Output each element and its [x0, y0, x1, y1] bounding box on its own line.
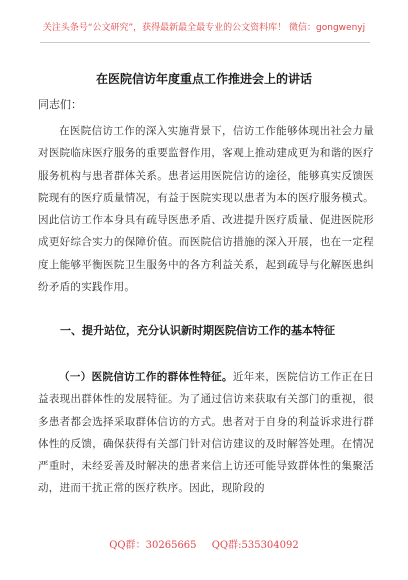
header-divider — [40, 42, 370, 43]
subheading: （一）医院信访工作的群体性特征。 — [59, 371, 233, 383]
qq-group-1: QQ群：30265665 — [109, 540, 197, 551]
paragraph-group-feature — [38, 366, 374, 500]
paragraph-intro: 在医院信访工作的深入实施背景下，信访工作能够体现出社会力量对医院临床医疗服务的重要监督作用，客观上推动建成更为和谐的医疗服务机构与患者群体关系。患者运用医院信访的途径，能够真实反馈医院现有的医疗质量情况，有益于医院实现以患者为本的医疗服务模式。因此信访工作本身具有疏导医患矛盾、改进提升医疗质量、促进医院形成更好综合实力的保障价值。而医院信访措施的深入开展，也在一定程度上能够平衡医院卫生服务中的各方利益关系，起到疏导与化解医患纠纷矛盾的实践作用。 — [38, 125, 374, 294]
header-banner: 关注头条号“公文研究”，获得最新最全最专业的公文资料库！ 微信：gongwenyj — [42, 23, 366, 33]
document-title: 在医院信访年度重点工作推进会上的讲话 — [95, 72, 312, 86]
salutation: 同志们： — [38, 98, 82, 111]
paragraph-body: 近年来，医院信访工作正在日益表现出群体性的发展特征。为了通过信访来获取有关部门的重视，很多患者都会选择采取群体信访的方式。患者对于自身的利益诉求进行群体性的反馈，确保获得有关部门针对信访建议的及时解答处理。在情况严重时，未经妥善及时解决的患者来信上访还可能导致群体性的集聚活动，进而干扰正常的医疗秩序。因此，现阶段的 — [38, 371, 374, 495]
footer-contacts — [0, 536, 408, 551]
section-heading: 一、提升站位，充分认识新时期医院信访工作的基本特征 — [60, 324, 335, 337]
qq-group-2: QQ群:535304092 — [211, 540, 299, 551]
